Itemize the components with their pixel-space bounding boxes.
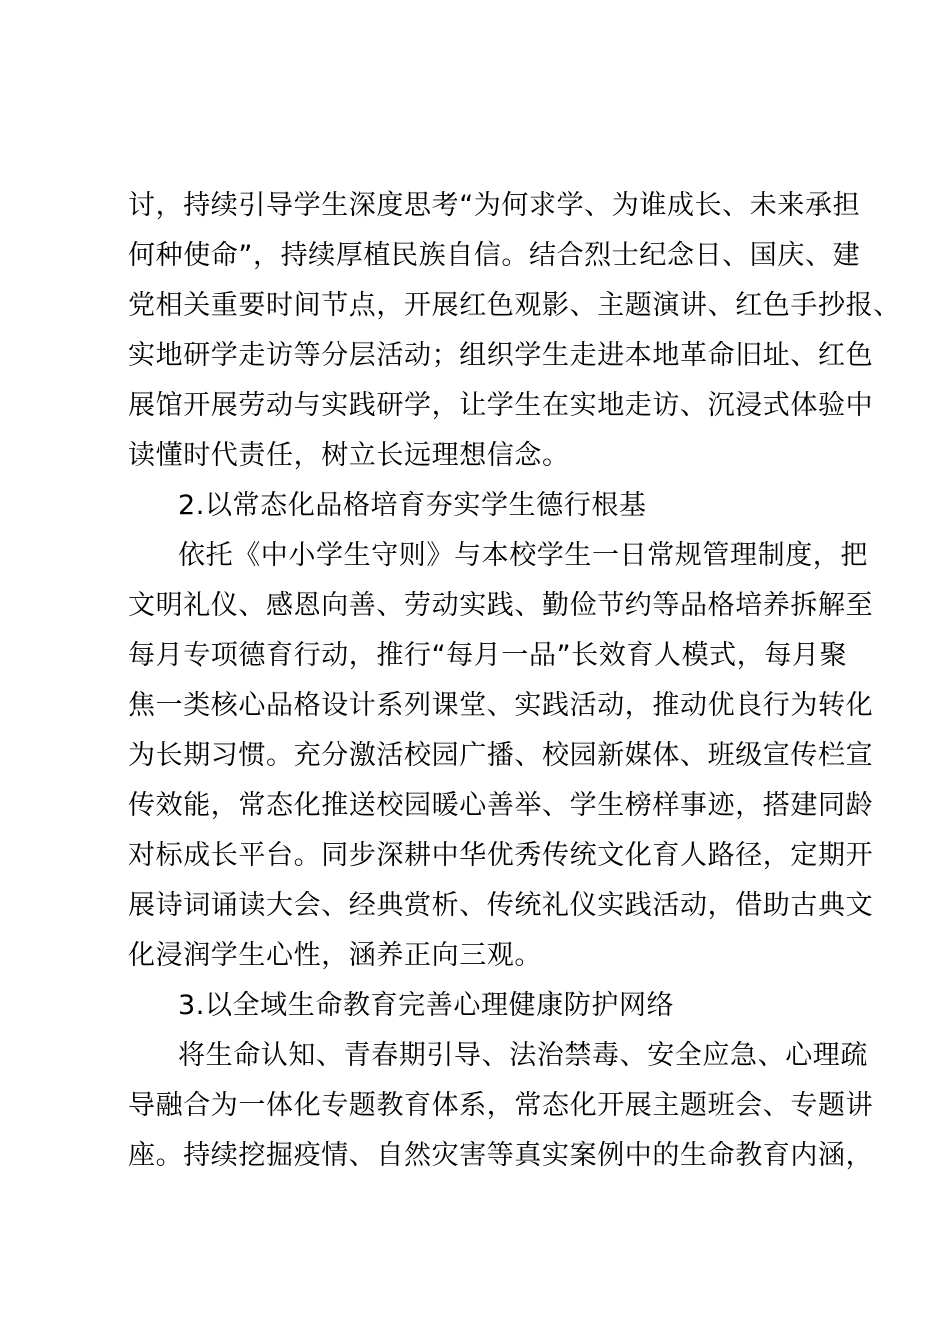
body-text-line: 座。持续挖掘疫情、自然灾害等真实案例中的生命教育内涵， — [128, 1140, 874, 1171]
body-text-line: 每月专项德育行动，推行“每月一品”长效育人模式，每月聚 — [128, 640, 848, 671]
section-heading: 3.以全域生命教育完善心理健康防护网络 — [178, 990, 675, 1021]
body-text-line: 化浸润学生心性，涵养正向三观。 — [128, 940, 542, 971]
body-text-line: 导融合为一体化专题教育体系，常态化开展主题班会、专题讲 — [128, 1090, 874, 1121]
body-text-line: 讨，持续引导学生深度思考“为何求学、为谁成长、未来承担 — [128, 190, 861, 221]
body-text-line: 对标成长平台。同步深耕中华优秀传统文化育人路径，定期开 — [128, 840, 874, 871]
body-text-line: 实地研学走访等分层活动；组织学生走进本地革命旧址、红色 — [128, 340, 874, 371]
body-text-line: 传效能，常态化推送校园暖心善举、学生榜样事迹，搭建同龄 — [128, 790, 874, 821]
section-heading: 2.以常态化品格培育夯实学生德行根基 — [178, 490, 647, 521]
body-text-line: 焦一类核心品格设计系列课堂、实践活动，推动优良行为转化 — [128, 690, 874, 721]
body-text-line: 为长期习惯。充分激活校园广播、校园新媒体、班级宣传栏宣 — [128, 740, 874, 771]
body-text-line: 展诗词诵读大会、经典赏析、传统礼仪实践活动，借助古典文 — [128, 890, 874, 921]
body-text-line: 展馆开展劳动与实践研学，让学生在实地走访、沉浸式体验中 — [128, 390, 874, 421]
body-text-line: 读懂时代责任，树立长远理想信念。 — [128, 440, 570, 471]
body-text-line: 文明礼仪、感恩向善、劳动实践、勤俭节约等品格培养拆解至 — [128, 590, 874, 621]
body-text-line: 党相关重要时间节点，开展红色观影、主题演讲、红色手抄报、 — [128, 290, 901, 321]
body-text-line: 何种使命”，持续厚植民族自信。结合烈士纪念日、国庆、建 — [128, 240, 861, 271]
paragraph-first-line: 依托《中小学生守则》与本校学生一日常规管理制度，把 — [178, 540, 868, 571]
paragraph-first-line: 将生命认知、青春期引导、法治禁毒、安全应急、心理疏 — [178, 1040, 868, 1071]
